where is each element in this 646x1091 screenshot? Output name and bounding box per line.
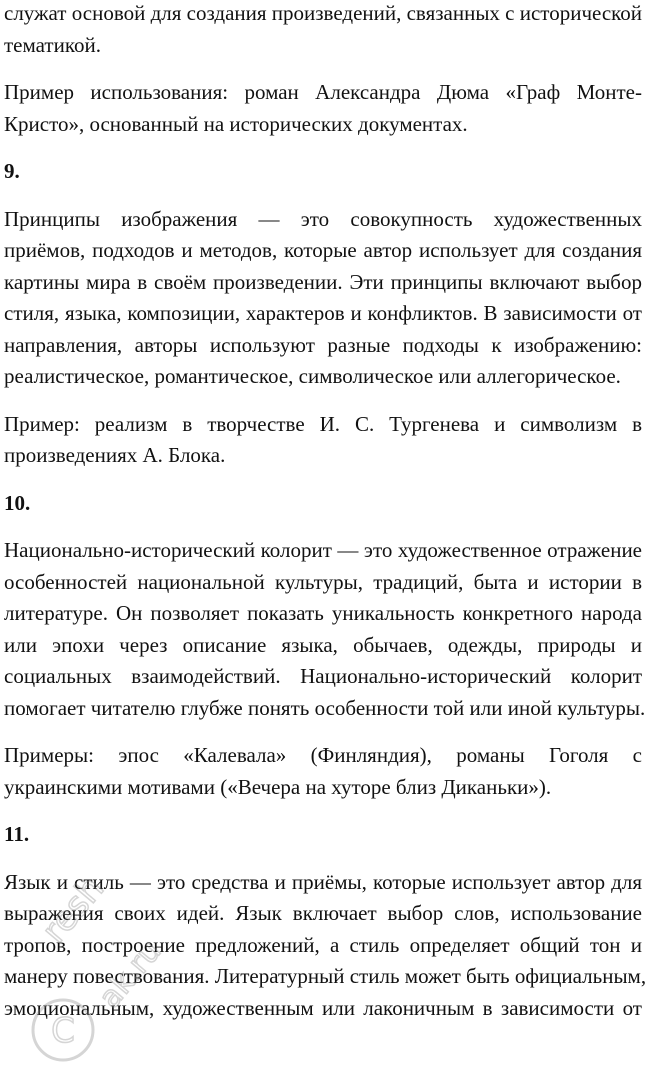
paragraph (4, 409, 642, 472)
text-line: или эпохи через описание языка, обычаев, одежды, природы и (4, 632, 642, 657)
section-number-11: 11. (4, 822, 30, 846)
text-line: стиля, языка, композиции, характеров и конфликтов. В зависимости от (4, 301, 642, 325)
text-line: помогает читателю глубже понять особенности той или иной культуры. (4, 695, 646, 720)
section-number-10: 10. (4, 490, 31, 515)
text-line: украинскими мотивами («Вечера на хуторе близ Диканьки»). (4, 774, 552, 799)
text-line: тематикой. (4, 32, 101, 57)
paragraph (4, 867, 646, 1025)
document-body (4, 0, 646, 1040)
text-line: социальных взаимодействий. Национально-исторический колорит (4, 664, 642, 688)
text-line: произведениях А. Блока. (4, 443, 226, 467)
paragraph (4, 77, 642, 140)
text-line: манеру повествования. Литературный стиль может быть официальным, (4, 964, 646, 988)
text-line: служат основой для создания произведений, связанных с исторической (4, 1, 643, 25)
text-line: Национально-исторический колорит — это художественное отражение (4, 538, 642, 562)
text-line: Пример: реализм в творчестве И. С. Тургенева и символизм в (4, 411, 642, 436)
svg-text:ak.ru: ak.ru (92, 933, 169, 1016)
svg-text:resh: resh (34, 868, 113, 951)
text-line: приёмов, подходов и методов, которые автор использует для создания (4, 238, 642, 262)
text-line: выражения своих идей. Язык включает выбор слов, использование (4, 901, 642, 925)
text-line: Принципы изображения — это совокупность художественных (4, 206, 642, 231)
svg-text:C: C (51, 1011, 75, 1051)
text-line: Кристо», основанный на исторических документах. (4, 111, 468, 136)
text-line: картины мира в своём произведении. Эти принципы включают выбор (4, 269, 642, 294)
text-line: Язык и стиль — это средства и приёмы, которые использует автор для (4, 869, 642, 894)
text-line: особенностей национальной культуры, традиций, быта и истории в (4, 569, 642, 594)
text-line: направления, авторы используют разные подходы к изображению: (4, 332, 642, 357)
text-line: эмоциональным, художественным или лаконичным в зависимости от (4, 995, 642, 1020)
text-line: реалистическое, романтическое, символическое или аллегорическое. (4, 364, 621, 388)
text-line: Пример использования: роман Александра Дюма «Граф Монте- (4, 80, 642, 104)
text-line: литературе. Он позволяет показать уникальность конкретного народа (4, 601, 642, 625)
paragraph (4, 0, 642, 61)
paragraph (4, 740, 642, 803)
text-line: Примеры: эпос «Калевала» (Финляндия), романы Гоголя с (4, 743, 642, 767)
paragraph (4, 204, 642, 393)
section-number-9: 9. (4, 159, 20, 183)
text-line: тропов, построение предложений, а стиль определяет общий тон и (4, 932, 642, 957)
paragraph (4, 535, 646, 724)
